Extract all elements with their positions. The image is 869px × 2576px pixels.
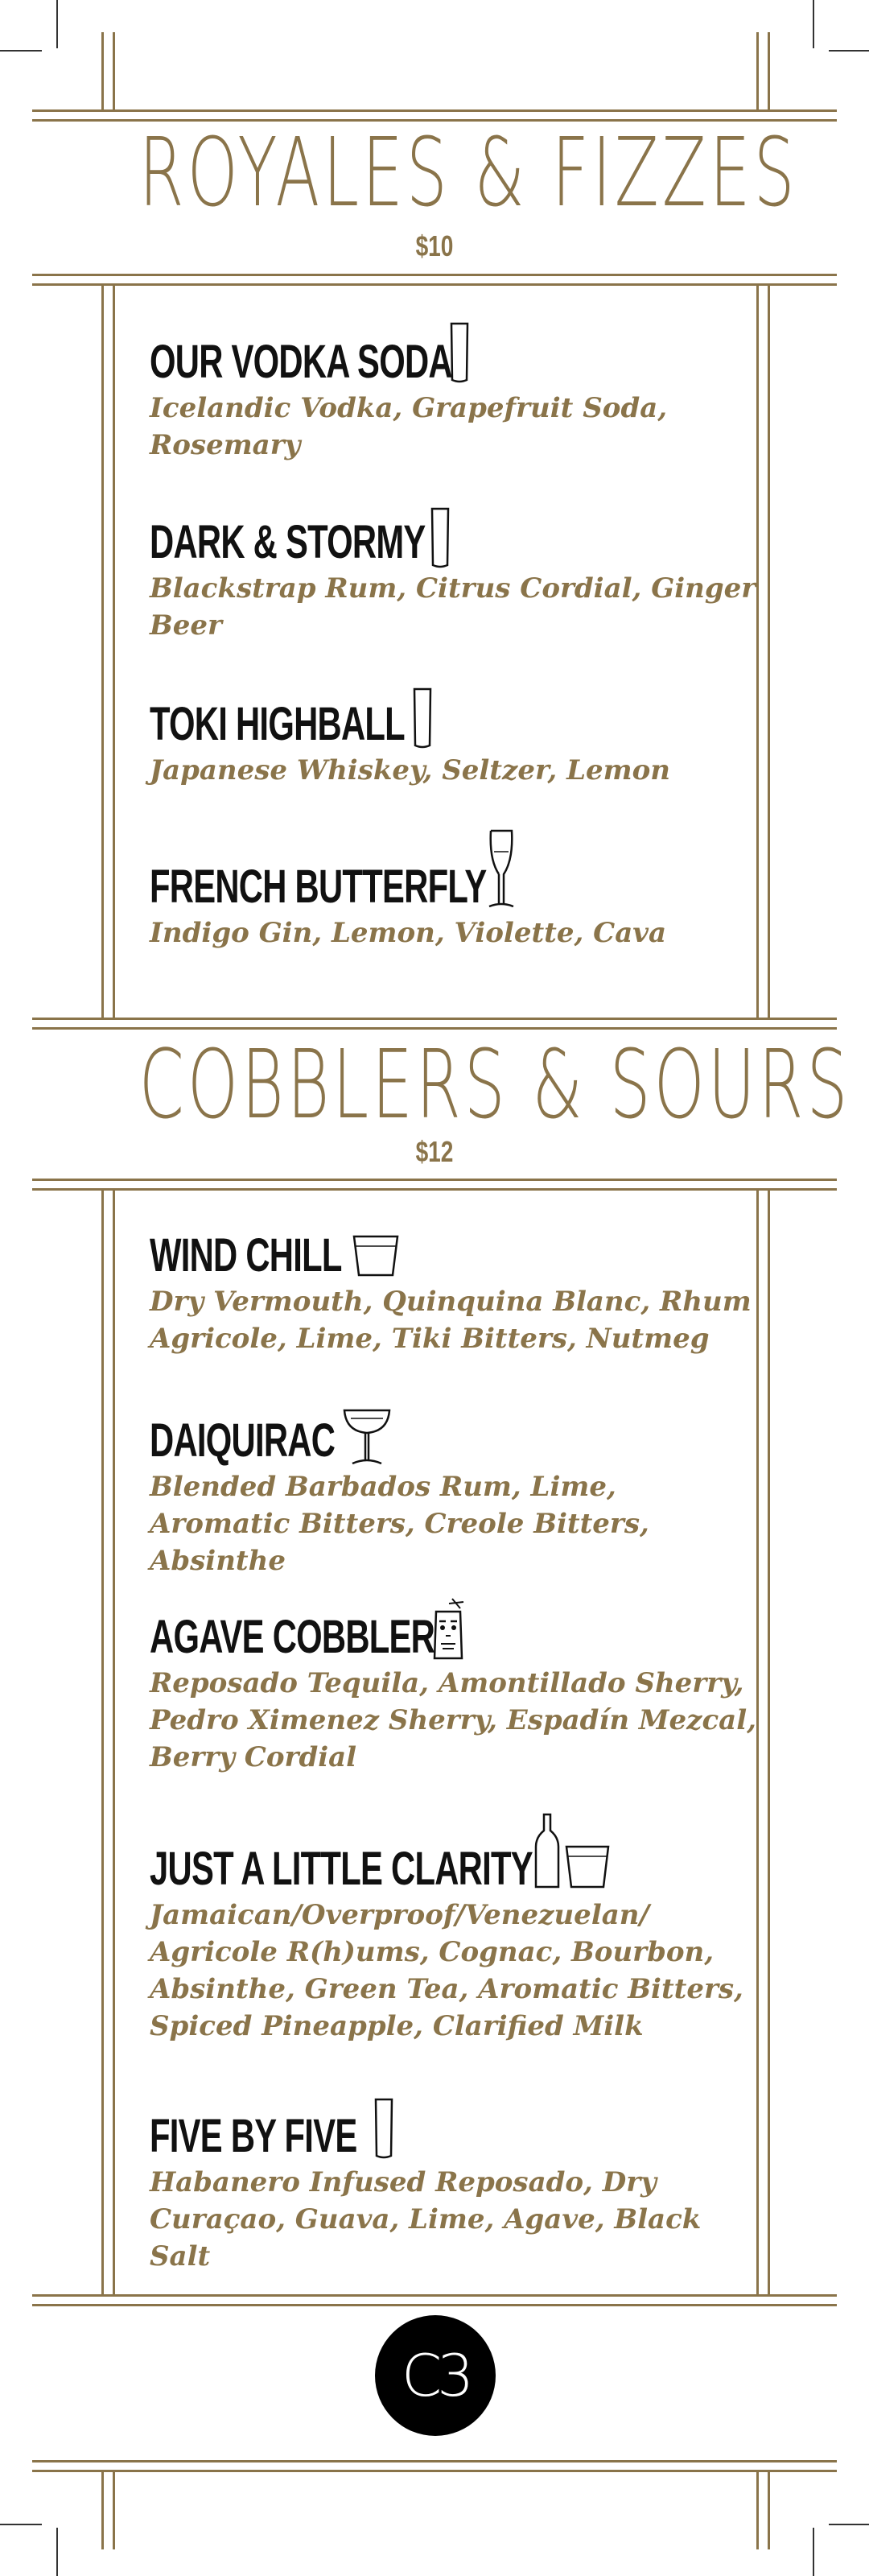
item-description: Icelandic Vodka, Grapefruit Soda, Rosemary [150, 392, 668, 461]
coupe-glass-icon [341, 1407, 393, 1468]
crop-mark [0, 2524, 42, 2525]
tiki-mug-icon [426, 1597, 470, 1663]
crop-mark [0, 50, 42, 52]
menu-item [150, 1843, 761, 2045]
highball-glass-icon [447, 320, 472, 385]
rocks-glass-icon [351, 1232, 401, 1280]
highball-glass-icon [410, 686, 434, 750]
section-title-royales: ROYALES & FIZZES [138, 117, 798, 228]
item-name: JUST A LITTLE CLARITY [150, 1843, 533, 1895]
crop-mark [813, 2528, 814, 2576]
item-name: TOKI HIGHBALL [150, 698, 405, 750]
menu-item [150, 1230, 761, 1357]
crop-mark [56, 2528, 58, 2576]
menu-item [150, 1415, 761, 1579]
menu-item [150, 861, 761, 952]
bottle-and-rocks-glass-icon [534, 1811, 612, 1892]
item-description: Blackstrap Rum, Citrus Cordial, Ginger Beer [150, 572, 756, 642]
item-name: FRENCH BUTTERFLY [150, 861, 487, 913]
item-description: Reposado Tequila, Amontillado Sherry, Pedro Ximenez Sherry, Espadín Mezcal, Berry Cordial [150, 1667, 756, 1773]
item-name: DAIQUIRAC [150, 1414, 336, 1467]
highball-glass-icon [428, 506, 452, 570]
item-name: WIND CHILL [150, 1229, 342, 1282]
section-price-royales: $10 [415, 229, 454, 262]
item-description: Dry Vermouth, Quinquina Blanc, Rhum Agricole, Lime, Tiki Bitters, Nutmeg [150, 1286, 752, 1355]
item-description: Japanese Whiskey, Seltzer, Lemon [150, 754, 670, 786]
c3-logo: C3 [375, 2315, 496, 2436]
menu-item [150, 2111, 761, 2275]
crop-mark [56, 0, 58, 48]
menu-item [150, 517, 761, 644]
item-description: Blended Barbados Rum, Lime, Aromatic Bitters, Creole Bitters, Absinthe [150, 1471, 649, 1577]
item-name: DARK & STORMY [150, 516, 426, 568]
item-name: OUR VODKA SODA [150, 336, 452, 388]
item-name: AGAVE COBBLER [150, 1611, 435, 1663]
section-title-cobblers: COBBLERS & SOURS [138, 1029, 851, 1140]
champagne-flute-icon [483, 828, 520, 911]
highball-glass-icon [372, 2096, 396, 2161]
crop-mark [829, 2524, 869, 2525]
menu-item [150, 699, 761, 789]
item-name: FIVE BY FIVE [150, 2110, 357, 2162]
item-description: Habanero Infused Reposado, Dry Curaçao, Guava, Lime, Agave, Black Salt [150, 2166, 702, 2273]
crop-mark [813, 0, 814, 48]
item-description: Indigo Gin, Lemon, Violette, Cava [150, 917, 667, 949]
section-price-cobblers: $12 [415, 1135, 454, 1168]
item-description: Jamaican/Overproof/Venezuelan/ Agricole R(h)ums, Cognac, Bourbon, Absinthe, Green Tea, Aromatic Bitters, Spiced Pineapple, Clarified Milk [150, 1899, 743, 2042]
crop-mark [829, 50, 869, 52]
